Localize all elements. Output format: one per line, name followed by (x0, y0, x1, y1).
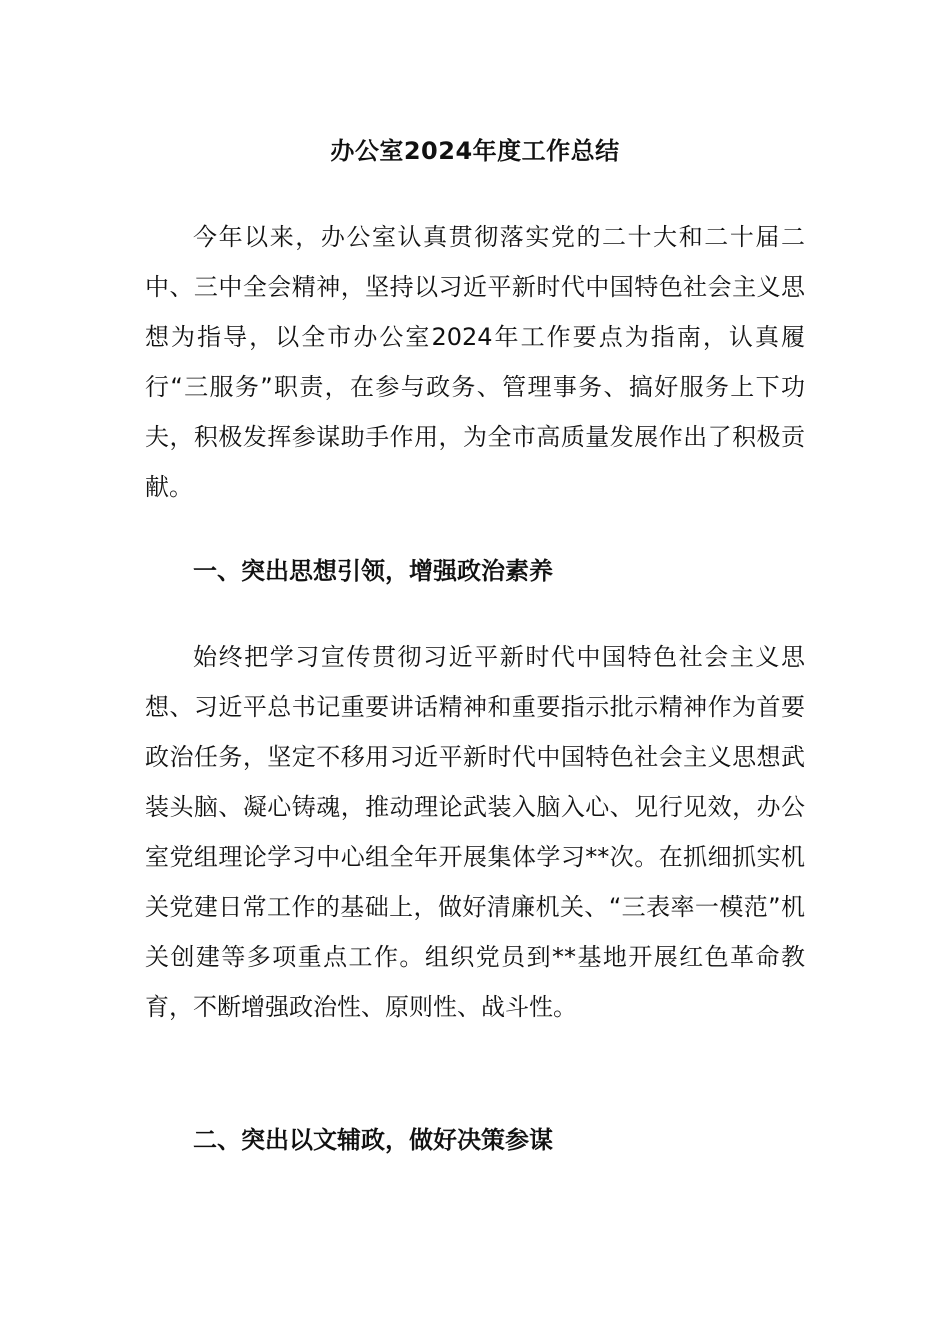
document-title: 办公室2024年度工作总结 (330, 137, 620, 165)
section-body-1: 始终把学习宣传贯彻习近平新时代中国特色社会主义思想、习近平总书记重要讲话精神和重要指示批示精神作为首要政治任务，坚定不移用习近平新时代中国特色社会主义思想武装头脑、凝心铸魂，推动理论武装入脑入心、见行见效，办公室党组理论学习中心组全年开展集体学习**次。在抓细抓实机关党建日常工作的基础上，做好清廉机关、“三表率一模范”机关创建等多项重点工作。组织党员到**基地开展红色革命教育，不断增强政治性、原则性、战斗性。 (145, 643, 805, 1021)
section-heading-1: 一、突出思想引领，增强政治素养 (193, 557, 553, 585)
intro-paragraph: 今年以来，办公室认真贯彻落实党的二十大和二十届二中、三中全会精神，坚持以习近平新时代中国特色社会主义思想为指导，以全市办公室2024年工作要点为指南，认真履行“三服务”职责，在参与政务、管理事务、搞好服务上下功夫，积极发挥参谋助手作用，为全市高质量发展作出了积极贡献。 (145, 223, 805, 501)
section-heading-2: 二、突出以文辅政，做好决策参谋 (193, 1126, 553, 1154)
